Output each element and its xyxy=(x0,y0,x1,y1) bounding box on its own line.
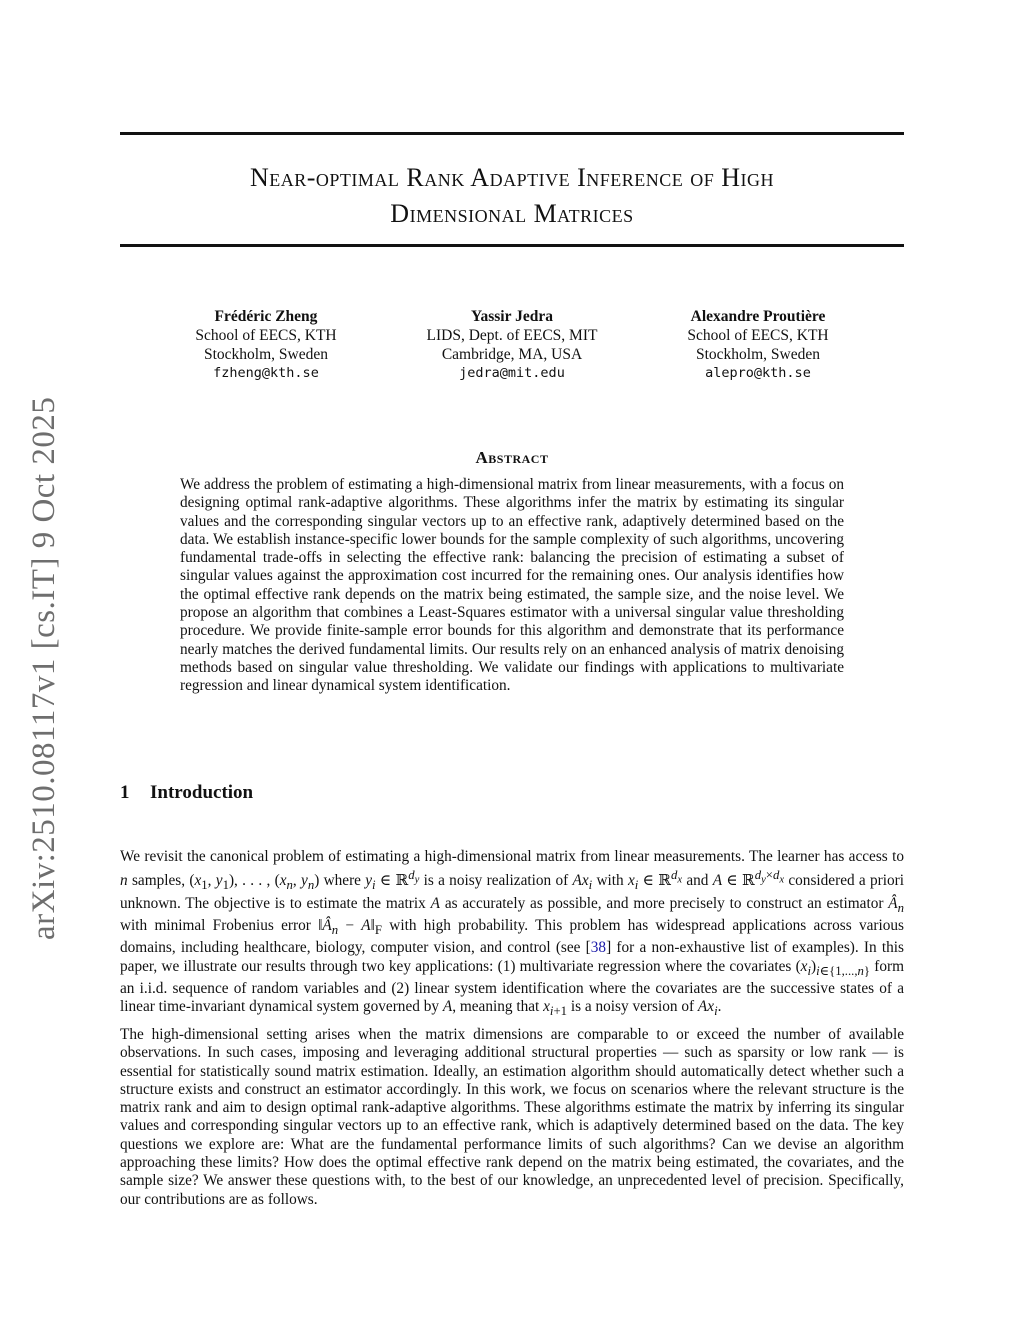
text-run: ] for a non-exhaustive list of examples). In this paper, we illustrate our results through two key applications: (1) multivariate regression where the covariates xyxy=(120,939,904,975)
title-line-1: Near-optimal Rank Adaptive Inference of High xyxy=(249,163,775,192)
text-run: where xyxy=(319,872,366,890)
text-run: and xyxy=(682,872,713,890)
abstract-text: We address the problem of estimating a high-dimensional matrix from linear measurements, with a focus on designing optimal rank-adaptive algorithms. These algorithms infer the matrix by estimating its singular values and the corresponding singular vectors up to an effective rank, adaptively determined based on the data. We establish instance-specific lower bounds for the sample complexity of such algorithms, uncovering fundamental trade-offs in selecting the effective rank: balancing the precision of estimating a subset of singular values against the approximation cost incurred for the remaining ones. Our analysis identifies how the optimal effective rank depends on the matrix being estimated, the sample size, and the noise level. We propose an algorithm that combines a Least-Squares estimator with a universal singular value thresholding procedure. We provide finite-sample error bounds for this algorithm and demonstrate that its performance nearly matches the derived fundamental limits. Our results rely on an enhanced analysis of matrix denoising methods based on singular value thresholding. We validate our findings with applications to multivariate regression and linear dynamical system identification. xyxy=(180,476,844,695)
section-number: 1 xyxy=(120,782,130,803)
author-affiliation: School of EECS, KTH xyxy=(687,327,829,344)
text-run: form an i.i.d. sequence of random variables and (2) linear system identification where the covariates are the successive states of a linear time-invariant dynamical system governed by xyxy=(120,957,904,1016)
text-run: with high probability. This problem has widespread applications across various domains, including healthcare, biology, computer vision, and control (see [ xyxy=(120,917,904,957)
author-location: Stockholm, Sweden xyxy=(696,346,820,363)
author-1 xyxy=(136,307,396,383)
author-location: Stockholm, Sweden xyxy=(204,346,328,363)
arxiv-identifier[interactable]: arXiv:2510.08117v1 [cs.IT] 9 Oct 2025 xyxy=(26,396,62,940)
author-location: Cambridge, MA, USA xyxy=(441,346,583,363)
author-affiliation: LIDS, Dept. of EECS, MIT xyxy=(426,327,598,344)
text-run: is a noisy version of xyxy=(567,998,698,1016)
title-rule-bottom xyxy=(120,244,904,247)
paper-title xyxy=(120,160,904,232)
author-block xyxy=(120,307,904,387)
abstract-heading: Abstract xyxy=(475,448,549,467)
text-run: with xyxy=(592,872,628,890)
title-rule-top xyxy=(120,132,904,135)
author-name: Alexandre Proutière xyxy=(690,308,826,325)
section-heading xyxy=(120,782,253,804)
text-run: considered a priori unknown. The objective is to estimate the matrix xyxy=(120,872,904,912)
text-run: We revisit the canonical problem of estimating a high-dimensional matrix from linear measurements. The learner has access to xyxy=(120,848,904,865)
author-name: Frédéric Zheng xyxy=(214,308,318,325)
author-email[interactable]: fzheng@kth.se xyxy=(213,365,319,381)
intro-paragraph-2: The high-dimensional setting arises when the matrix dimensions are comparable to or exceed the number of available observations. In such cases, imposing and leveraging additional structural properties — such as sparsity or low rank — is essential for statistically sound matrix estimation. Ideally, an estimation algorithm should automatically detect whether such a structure exists and construct an estimator accordingly. In this work, we focus on scenarios where the relevant structure is the matrix rank and aim to design optimal rank-adaptive algorithms. These algorithms estimate the matrix by inferring its singular values and corresponding singular vectors up to an effective rank, which is adaptively determined based on the data. The key questions we explore are: What are the fundamental performance limits of such algorithms? Can we devise an algorithm approaching these limits? How does the optimal effective rank depend on the matrix being estimated, the covariates, and the sample size? We answer these questions with, to the best of our knowledge, an unprecedented level of precision. Specifically, our contributions are as follows. xyxy=(120,1026,904,1208)
text-run: samples, xyxy=(127,872,190,890)
title-line-2: Dimensional Matrices xyxy=(390,199,634,228)
author-name: Yassir Jedra xyxy=(471,308,553,325)
intro-paragraph-1: We revisit the canonical problem of estimating a high-dimensional matrix from linear measurements. The learner has access to n samples, ($x_1$, $y_1$), . . . , ($x_n$, $y_n$) where $y_i$ ∈ ℝ$^{d_y}$ is a noisy realization of $Ax_i$ with $x_i$ ∈ ℝ$^{d_x}$ and A ∈ ℝ$^{d_y\times d_x}$ considered a priori unknown. The objective is to estimate the matrix A as accurately as possible, and more precisely to construct an estimator $Â_n$ with minimal Frobenius error $‖Â_n$ − $A‖_F$ with high probability. This problem has widespread applications across various domains, including healthcare, biology, computer vision, and control (see [38] for a non-exhaustive list of examples). In this paper, we illustrate our results through two key applications: (1) multivariate regression where the covariates $(x_i)_{i\in\{1,...,n\}}$ form an i.i.d. sequence of random variables and (2) linear system identification where the covariates are the successive states of a linear time-invariant dynamical system governed by A, meaning that $x_{i+1}$ is a noisy version of $Ax_i$. xyxy=(120,848,904,1019)
author-email[interactable]: alepro@kth.se xyxy=(705,365,811,381)
text-run: , meaning that xyxy=(452,998,544,1016)
author-2 xyxy=(382,307,642,383)
author-email[interactable]: jedra@mit.edu xyxy=(459,365,565,381)
text-run: as accurately as possible, and more precisely to construct an estimator xyxy=(440,894,889,912)
text-run: . xyxy=(717,998,722,1016)
text-run: with minimal Frobenius error xyxy=(120,917,319,935)
citation-link[interactable]: 38 xyxy=(590,939,607,957)
text-run: is a noisy realization of xyxy=(419,872,573,890)
author-3 xyxy=(628,307,888,383)
section-title: Introduction xyxy=(150,782,254,803)
author-affiliation: School of EECS, KTH xyxy=(195,327,337,344)
